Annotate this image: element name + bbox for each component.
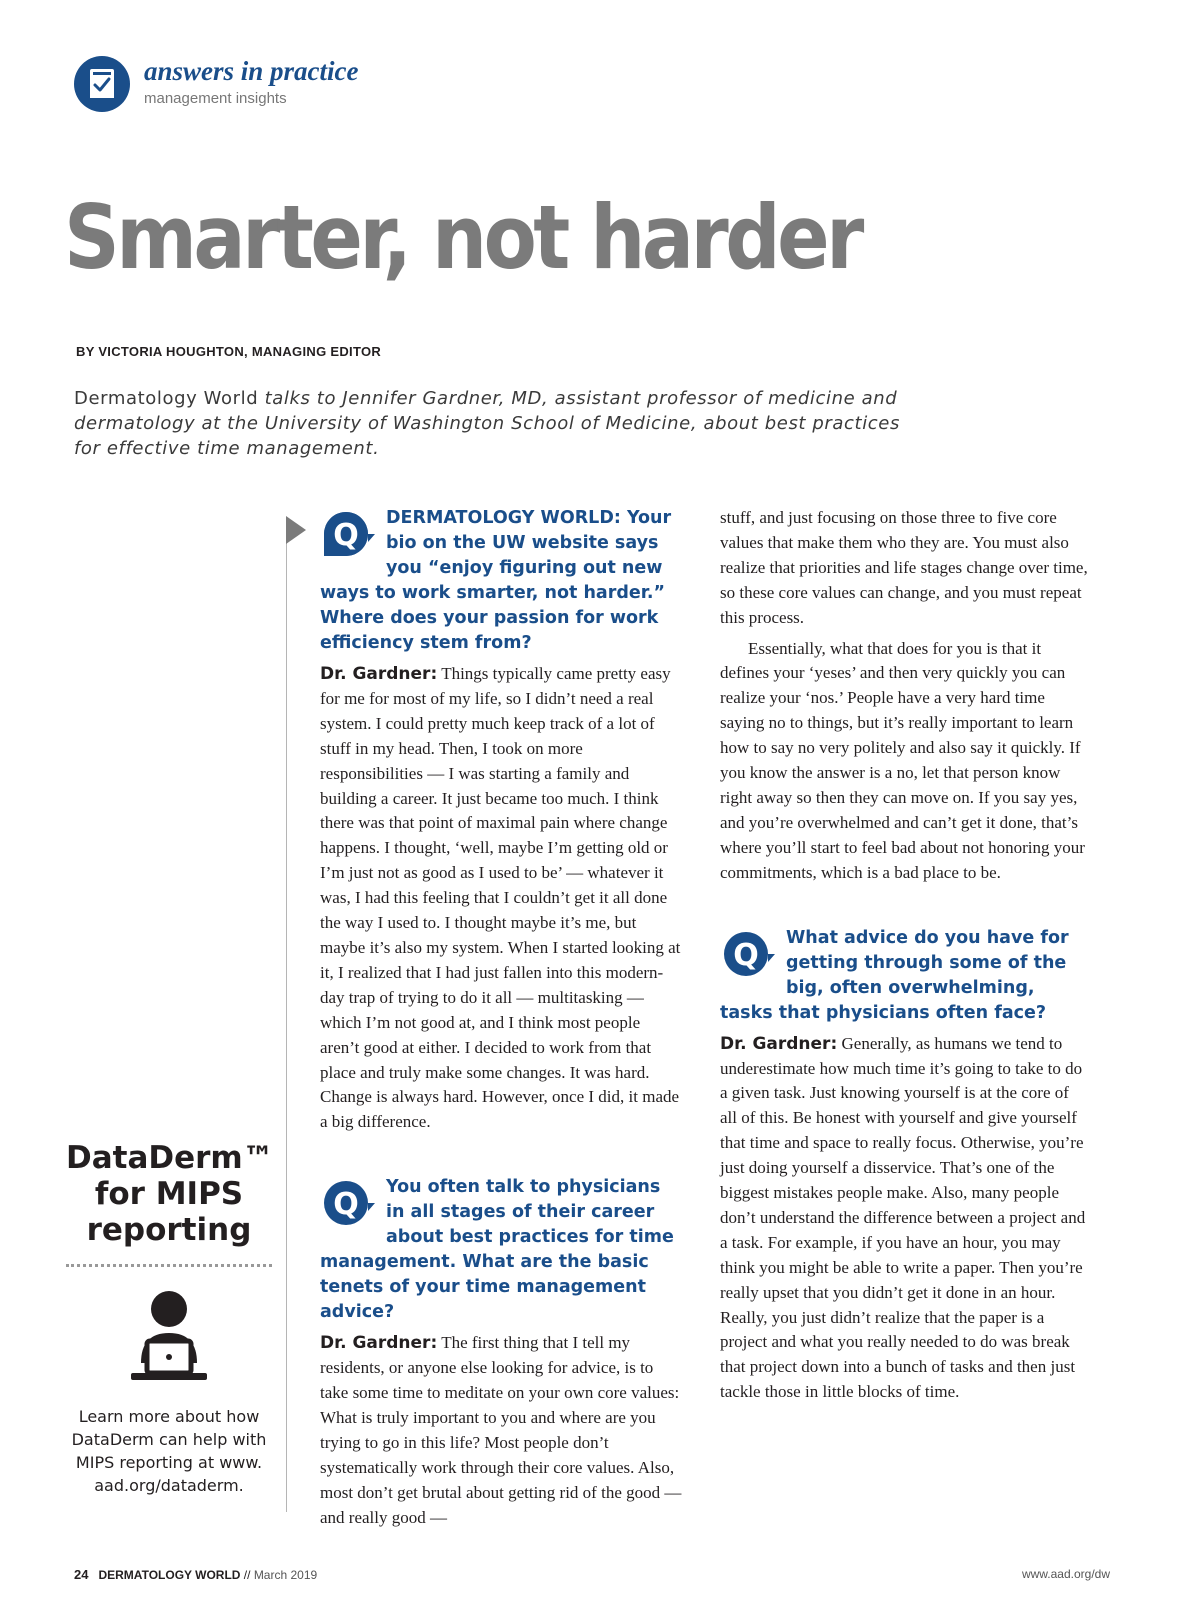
answer-2-part-1 bbox=[320, 1331, 682, 1530]
column-rule bbox=[286, 530, 287, 1512]
speaker-label: Dr. Gardner: bbox=[320, 664, 438, 684]
answer-3-text: Generally, as humans we tend to underestimate how much time it’s going to take to do a given task. Just knowing yourself is at the core of all of this. Be honest with yourself and give yourself that time and space to really focus. Otherwise, you’re just doing yourself a disservice. That’s one of the biggest mistakes people make. Also, many people don’t understand the difference between a project and a task. For example, if you have an hour, you may think you might be able to write a paper. Then you’re really upset that you didn’t get it done in an hour. Really, you just didn’t realize that the paper is a project and what you really needed to do was break that project down into a bunch of tasks and then just tackle those in little blocks of time. bbox=[720, 1033, 1086, 1402]
column-2 bbox=[720, 506, 1090, 1405]
q-bubble-icon bbox=[320, 508, 376, 560]
footer-separator: // bbox=[240, 1568, 254, 1582]
question-2-text: You often talk to physicians in all stages of their career about best practices for time management. What are the basic tenets of your time management advice? bbox=[320, 1177, 674, 1323]
intro-rest: talks to Jennifer Gardner, MD, assistant professor of medicine and dermatology at the University of Washington School of Medicine, about best practices for effective time management. bbox=[74, 388, 900, 459]
question-1 bbox=[320, 506, 682, 656]
speaker-label: Dr. Gardner: bbox=[320, 1333, 438, 1354]
question-2 bbox=[320, 1175, 682, 1325]
article-intro bbox=[74, 386, 924, 461]
svg-text:Q: Q bbox=[333, 1187, 359, 1223]
sidebar-divider bbox=[66, 1264, 272, 1267]
article-headline: Smarter, not harder bbox=[64, 186, 861, 289]
footer-left bbox=[74, 1567, 317, 1582]
issue-date: March 2019 bbox=[253, 1568, 318, 1582]
section-subtitle: management insights bbox=[144, 90, 287, 107]
q-bubble-icon bbox=[720, 928, 776, 980]
answer-2-text-part-1: The first thing that I tell my residents, or anyone else looking for advice, is to take some time to meditate on your own core values: What is truly important to you and where are you trying to go in this life? Most people don’t systematically work through their core values. Also, most don’t get brutal about getting rid of the good — and really good — bbox=[320, 1333, 682, 1527]
section-title: answers in practice bbox=[144, 56, 359, 86]
svg-text:Q: Q bbox=[733, 937, 759, 973]
page-number: 24 bbox=[74, 1567, 89, 1582]
answer-3 bbox=[720, 1032, 1090, 1406]
answer-1-text: Things typically came pretty easy for me for most of my life, so I didn’t need a real system. I could pretty much keep track of a lot of stuff in my head. Then, I took on more responsibilities — I was starting a family and building a career. It just became too much. I think there was that point of maximal pain where change happens. I thought, ‘well, maybe I’m getting old or I’m just not as good as I used to be’ — whatever it was, I had this feeling that I couldn’t get it all done the way I used to. I thought maybe it’s me, but maybe it’s also my system. When I started looking at it, I realized that I had just fallen into this modern-day trap of trying to do it all — multitasking — which I’m not good at, and I think most people aren’t good at either. I decided to work from that place and truly make some changes. It was hard. Change is always hard. However, once I did, it made a big difference. bbox=[320, 664, 681, 1132]
sidebar-text: Learn more about how DataDerm can help with MIPS reporting at www. aad.org/dataderm. bbox=[71, 1407, 267, 1495]
person-laptop-icon bbox=[127, 1289, 211, 1385]
checklist-icon bbox=[74, 56, 130, 112]
q-bubble-icon bbox=[320, 1177, 376, 1229]
footer-url[interactable]: www.aad.org/dw bbox=[1021, 1567, 1110, 1581]
speaker-label: Dr. Gardner: bbox=[720, 1033, 838, 1054]
arrow-marker-icon bbox=[286, 516, 306, 544]
question-3-text: What advice do you have for getting through some of the big, often overwhelming, tasks that physicians often face? bbox=[720, 927, 1069, 1023]
column-1 bbox=[320, 506, 682, 1530]
magazine-name: DERMATOLOGY WORLD bbox=[98, 1568, 241, 1582]
answer-1 bbox=[320, 662, 682, 1135]
dataderm-sidebar bbox=[66, 1140, 272, 1497]
byline: BY VICTORIA HOUGHTON, MANAGING EDITOR bbox=[76, 344, 382, 359]
intro-lead: Dermatology World bbox=[74, 388, 259, 409]
question-1-text: DERMATOLOGY WORLD: Your bio on the UW website says you “enjoy figuring out new ways to work smarter, not harder.” Where does your passion for work efficiency stem from? bbox=[320, 508, 672, 653]
answer-2-text-part-2: stuff, and just focusing on those three to five core values that make them who they are. You must also realize that priorities and life stages change over time, so these core values can change, and you must repeat this process. bbox=[720, 508, 1088, 627]
answer-2-part-2 bbox=[720, 506, 1090, 886]
answer-2-paragraph-2: Essentially, what that does for you is that it defines your ‘yeses’ and then very quickly you can realize your ‘nos.’ People have a very hard time saying no to things, but it’s really important to learn how to say no very politely and also say it quickly. If you know the answer is a no, let that person know right away so then they can move on. If you say yes, and you’re overwhelmed and can’t get it done, that’s where you’ll start to feel bad about not honoring your commitments, which is a bad place to be. bbox=[720, 638, 1085, 882]
question-3 bbox=[720, 926, 1090, 1026]
sidebar-title: DataDerm™ for MIPS reporting bbox=[66, 1140, 274, 1248]
svg-text:Q: Q bbox=[333, 518, 359, 553]
